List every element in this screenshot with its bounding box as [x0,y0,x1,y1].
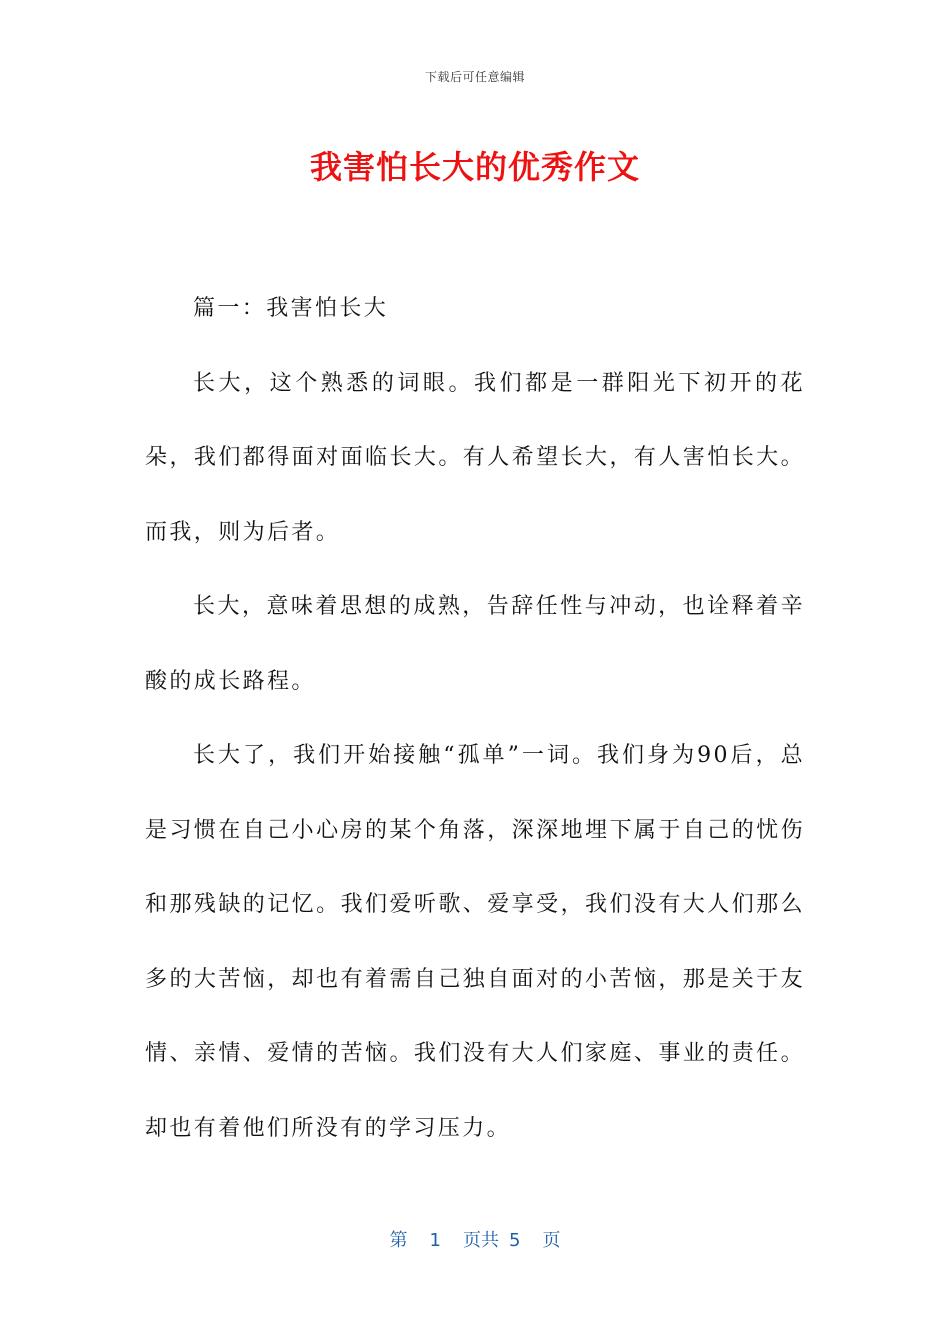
document-title: 我害怕长大的优秀作文 [309,148,640,186]
footer-page-label-mid: 页共 [463,1230,499,1251]
footer-current-page: 1 [429,1230,441,1251]
footer-page-label-post: 页 [542,1230,561,1251]
paragraph: 长大了，我们开始接触“孤单”一词。我们身为90后，总是习惯在自己小心房的某个角落，深深地埋下属于自己的忧伤和那残缺的记忆。我们爱听歌、爱享受，我们没有大人们那么多的大苦恼，却也有着需自己独自面对的小苦恼，那是关于友情、亲情、爱情的苦恼。我们没有大人们家庭、事业的责任。却也有着他们所没有的学习压力。 [145,743,805,1141]
page-footer [0,1226,950,1252]
paragraph: 长大，这个熟悉的词眼。我们都是一群阳光下初开的花朵，我们都得面对面临长大。有人希望长大，有人害怕长大。而我，则为后者。 [145,370,805,545]
paragraph: 长大，意味着思想的成熟，告辞任性与冲动，也诠释着辛酸的成长路程。 [145,594,805,694]
header-note: 下载后可任意编辑 [424,70,525,84]
footer-page-label-pre: 第 [389,1230,408,1251]
footer-total-pages: 5 [509,1230,521,1251]
document-body [145,272,805,1166]
paragraph-section-heading: 篇一：我害怕长大 [193,296,389,321]
